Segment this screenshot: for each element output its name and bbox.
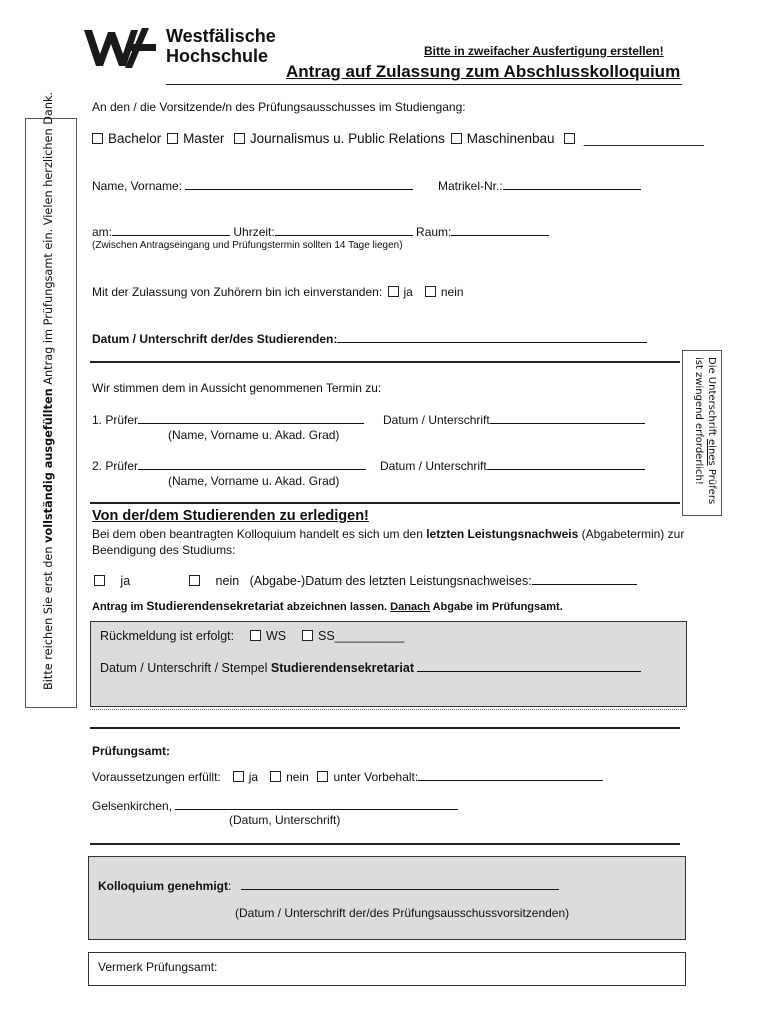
logo-mark-icon (82, 24, 162, 70)
examiner1-sig-row (383, 412, 645, 427)
examiner2-sig-field[interactable] (487, 458, 645, 470)
approval-field[interactable] (241, 878, 559, 890)
date-field[interactable] (112, 224, 230, 236)
name-field[interactable] (185, 178, 413, 190)
examiner1-sig-label: Datum / Unterschrift (383, 413, 490, 427)
left-margin-note (42, 92, 55, 690)
place-row (92, 798, 458, 813)
last-proof-no-label: nein (215, 574, 240, 588)
examiner2-hint: (Name, Vorname u. Akad. Grad) (168, 474, 340, 488)
examiners-agree: Wir stimmen dem in Aussicht genommenen Termin zu: (92, 381, 382, 395)
ws-checkbox[interactable] (250, 630, 261, 641)
logo-name-line1: Westfälische (166, 26, 276, 46)
feedback-row (100, 629, 404, 643)
examiner2-field[interactable] (138, 458, 366, 470)
right-note-line2: ist zwingend erforderlich! (693, 357, 704, 485)
remark-label: Vermerk Prüfungsamt: (98, 960, 218, 974)
last-date-field[interactable] (532, 573, 637, 585)
ss-field[interactable]: __________ (334, 629, 405, 643)
ws-label: WS (266, 629, 287, 643)
ss-label: SS (318, 629, 335, 643)
instr-5: Abgabe im Prüfungsamt. (429, 601, 563, 613)
approval-row (98, 878, 559, 893)
feedback-label: Rückmeldung ist erfolgt: (100, 629, 235, 643)
name-label: Name, Vorname: (92, 179, 183, 193)
journalism-label: Journalismus u. Public Relations (249, 131, 445, 146)
secretariat-sig-label: Datum / Unterschrift / Stempel (100, 661, 271, 675)
instr-4: Danach (390, 601, 430, 613)
student-text-pre: Bei dem oben beantragten Kolloquium handelt es sich um den (92, 527, 427, 541)
intro-text: An den / die Vorsitzende/n des Prüfungsausschusses im Studiengang: (92, 100, 466, 114)
schedule-note: (Zwischen Antragseingang und Prüfungstermin sollten 14 Tage liegen) (92, 240, 403, 251)
exam-office-heading: Prüfungsamt: (92, 744, 170, 758)
instr-3: abzeichnen lassen. (283, 601, 391, 613)
last-date-label: (Abgabe-)Datum des letzten Leistungsnachweises: (249, 574, 532, 588)
right-note (692, 357, 718, 504)
logo-name-line2: Hochschule (166, 46, 269, 66)
other-program-field[interactable]: ________________ (583, 131, 704, 146)
journalism-checkbox[interactable] (234, 133, 245, 144)
examiner1-field[interactable] (138, 412, 364, 424)
examiner2-row (92, 458, 366, 473)
bachelor-label: Bachelor (108, 131, 162, 146)
prereq-row (92, 769, 603, 784)
approval-box (88, 856, 686, 940)
prereq-conditional-checkbox[interactable] (317, 771, 328, 782)
examiner1-hint: (Name, Vorname u. Akad. Grad) (168, 428, 340, 442)
prereq-label: Voraussetzungen erfüllt: (92, 770, 221, 784)
prereq-conditional-field[interactable] (418, 769, 603, 781)
last-proof-yes-checkbox[interactable] (94, 575, 105, 586)
ss-checkbox[interactable] (302, 630, 313, 641)
right-note-underlined: eines (706, 439, 717, 466)
engineering-label: Maschinenbau (466, 131, 555, 146)
divider-3 (90, 727, 680, 729)
audience-no-checkbox[interactable] (425, 286, 436, 297)
divider-2 (90, 502, 680, 504)
time-label: Uhrzeit: (233, 225, 275, 239)
student-signature-label: Datum / Unterschrift der/des Studierenden: (92, 332, 338, 346)
prereq-no-checkbox[interactable] (270, 771, 281, 782)
audience-no-label: nein (440, 285, 464, 299)
bachelor-checkbox[interactable] (92, 133, 103, 144)
instr-2: Studierendensekretariat (146, 599, 284, 613)
secretariat-sig-bold: Studierendensekretariat (270, 661, 414, 675)
secretariat-sig-row (100, 660, 641, 675)
engineering-checkbox[interactable] (451, 133, 462, 144)
student-section-heading: Von der/dem Studierenden zu erledigen! (92, 508, 369, 524)
page-title: Antrag auf Zulassung zum Abschlusskolloquium (286, 62, 681, 81)
examiner1-label: 1. Prüfer (92, 413, 139, 427)
room-field[interactable] (451, 224, 549, 236)
master-label: Master (183, 131, 225, 146)
prereq-yes-checkbox[interactable] (233, 771, 244, 782)
examiner2-sig-label: Datum / Unterschrift (380, 459, 487, 473)
student-text-bold: letzten Leistungsnachweis (426, 527, 579, 541)
prereq-conditional-label: unter Vorbehalt: (333, 770, 419, 784)
date-sig-hint: (Datum, Unterschrift) (229, 813, 341, 827)
student-text-post: (Abgabetermin) zur (578, 527, 685, 541)
copies-note: Bitte in zweifacher Ausfertigung erstellen! (424, 44, 664, 58)
matrikel-field[interactable] (503, 178, 641, 190)
left-margin-part2: vollständig ausgefüllten (42, 388, 55, 543)
examiner2-sig-row (380, 458, 645, 473)
left-margin-part3: Antrag im Prüfungsamt ein. Vielen herzlichen Dank. (42, 91, 55, 389)
student-section-text2: Beendigung des Studiums: (92, 543, 236, 557)
last-proof-yes-label: ja (120, 574, 131, 588)
program-row (90, 131, 704, 146)
approval-hint: (Datum / Unterschrift der/des Prüfungsausschussvorsitzenden) (235, 906, 570, 920)
audience-yes-label: ja (403, 285, 413, 299)
dotted-rule (90, 709, 685, 710)
audience-question: Mit der Zulassung von Zuhörern bin ich einverstanden: (92, 285, 383, 299)
right-note-pre: Die Unterschrift (706, 357, 717, 440)
left-margin-part1: Bitte reichen Sie erst den (42, 542, 55, 690)
prereq-no-label: nein (286, 770, 309, 784)
student-section-text (92, 527, 684, 541)
instr-1: Antrag im (92, 601, 147, 613)
audience-yes-checkbox[interactable] (388, 286, 399, 297)
divider-4 (90, 843, 680, 845)
right-note-post: Prüfers (706, 465, 717, 505)
logo (82, 24, 162, 70)
room-label: Raum: (416, 225, 452, 239)
examiner2-label: 2. Prüfer (92, 459, 139, 473)
examiner1-sig-field[interactable] (490, 412, 645, 424)
header-rule (166, 84, 682, 85)
student-signature-row (92, 331, 647, 346)
matrikel-label: Matrikel-Nr.: (438, 179, 503, 193)
date-label: am: (92, 225, 113, 239)
name-row (92, 178, 413, 193)
time-field[interactable] (275, 224, 413, 236)
other-program-checkbox[interactable] (564, 133, 575, 144)
last-proof-row (92, 573, 637, 588)
examiner1-row (92, 412, 364, 427)
place-date-field[interactable] (175, 798, 458, 810)
last-proof-no-checkbox[interactable] (189, 575, 200, 586)
secretariat-sig-field[interactable] (417, 660, 641, 672)
matrikel-row (438, 178, 641, 193)
prereq-yes-label: ja (248, 770, 259, 784)
audience-row (92, 285, 464, 299)
student-signature-field[interactable] (337, 331, 647, 343)
approval-colon: : (228, 879, 232, 893)
place-label: Gelsenkirchen, (92, 799, 173, 813)
master-checkbox[interactable] (167, 133, 178, 144)
schedule-row (92, 224, 549, 239)
secretariat-instruction (92, 599, 563, 613)
divider-1 (90, 361, 680, 363)
approval-label: Kolloquium genehmigt (98, 879, 228, 893)
